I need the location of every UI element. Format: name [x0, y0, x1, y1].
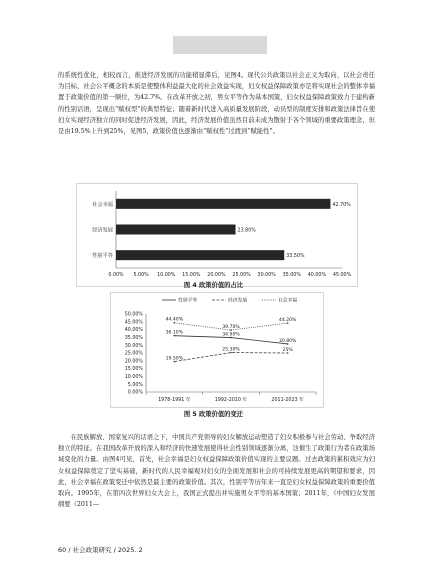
x-tick-label: 35.00% [282, 273, 301, 278]
y-tick-label: 35.00% [124, 336, 143, 341]
figure-5-line-chart [110, 292, 324, 408]
y-tick-label: 30.00% [124, 343, 143, 349]
x-tick-label: 1992-2010 年 [214, 398, 248, 403]
category-label: 性别平等 [92, 253, 113, 260]
x-tick-label: 15.00% [182, 273, 201, 278]
y-tick-label: 0.00% [127, 390, 143, 396]
x-tick-label: 25.00% [232, 273, 251, 278]
x-tick-label: 5.00% [133, 273, 149, 278]
figure-4-caption: 图 4 政策价值的占比 [183, 282, 244, 289]
y-tick-label: 5.00% [127, 382, 143, 388]
x-tick-label: 2011-2023 年 [271, 398, 304, 403]
y-tick-label: 50.00% [124, 312, 143, 318]
legend-label: 性别平等 [178, 298, 198, 304]
body-paragraph-1: 的系统性优化，相较而言，推进经济发展的功能稍显滞后，见图4。现代公共政策以社会正义为取向、以社会责任为目标，社会公平概念的本质是使整体利益最大化的社会效益实现，妇女权益保障政策亦是将实现社会的整体幸福置于政策价值的第一顺位，为42.7%。在改革开放之初，男女平等作为基本国策，妇女权益保障政策致力于建构新的性别话语，呈现出“赋权型”的典型特征；随着新时代进入高质量发展阶段，动员型的制度安排和政策法律旨在使妇女实现经济独立的同时促进经济发展，因此，经济发展价值虽然目前未成为散射于各个领域的重要政策理念，但是由19.5%上升到25%，见图5，政策价值也逐渐由“赋权性”过渡到“赋能性”。 [58, 72, 375, 136]
y-tick-label: 40.00% [124, 328, 143, 334]
data-label: 36.10% [165, 330, 184, 336]
legend-label: 经济发展 [228, 298, 248, 304]
data-label: 25% [282, 348, 293, 353]
y-tick-label: 25.00% [124, 351, 143, 357]
x-tick-label: 20.00% [207, 273, 226, 278]
data-label: 39.70% [222, 325, 240, 331]
page-header-bar [173, 36, 267, 54]
data-label: 44.40% [165, 317, 184, 323]
x-tick-label: 30.00% [257, 273, 276, 278]
data-label: 25.30% [222, 347, 240, 353]
x-tick-label: 10.00% [157, 273, 176, 278]
page-footer: 60 / 社会政策研究 / 2025. 2 [58, 546, 143, 554]
data-label: 30.80% [278, 338, 297, 344]
figure-5-caption: 图 5 政策价值的变迁 [183, 411, 244, 418]
x-tick-label: 0.00% [108, 273, 124, 278]
category-label: 社会幸福 [92, 201, 113, 208]
x-tick-label: 1978-1991 年 [158, 398, 191, 403]
y-tick-label: 45.00% [124, 320, 143, 326]
data-label: 19.50% [165, 356, 184, 362]
y-tick-label: 20.00% [124, 359, 143, 365]
category-label: 经济发展 [92, 227, 113, 234]
bar [116, 225, 236, 235]
bar [116, 199, 330, 209]
data-label: 23.80% [237, 228, 256, 234]
legend-label: 社会幸福 [278, 298, 298, 304]
body-paragraph-2: 在民族解放、国家复兴的话语之下，中国共产党领导的妇女解放运动塑造了妇女积极参与社会劳动、争取经济独立的特征。在我国改革开放的深入和经济的快速发展使得社会性别领域逐渐分离，这催生了政策行为者在政策场域变化的力量。由图4可见，首先，社会幸福是妇女权益保障政策价值实现的主要议题。过去政策的累积效应为妇女权益保障奠定了坚实基础，新时代的人民幸福观对妇女的全面发展和社会的可持续发展更高的期望和要求，因此，社会幸福在政策变迁中依然是最主要的政策价值。其次，性别平等历年来一直是妇女权益保障政策的重要价值取向。1995年，在第四次世界妇女大会上，我国正式提出并实施男女平等的基本国策；2011年，《中国妇女发展纲要（2011— [58, 434, 375, 509]
y-tick-label: 15.00% [124, 367, 143, 373]
data-label: 44.20% [278, 318, 297, 324]
y-tick-label: 10.00% [124, 375, 143, 380]
data-label: 33.50% [286, 254, 305, 260]
x-tick-label: 40.00% [307, 273, 327, 278]
data-label: 34.90% [222, 332, 240, 338]
x-tick-label: 45.00% [332, 273, 352, 278]
figure-4-bar-chart [76, 183, 358, 287]
bar [116, 250, 284, 260]
data-label: 42.70% [332, 202, 351, 208]
